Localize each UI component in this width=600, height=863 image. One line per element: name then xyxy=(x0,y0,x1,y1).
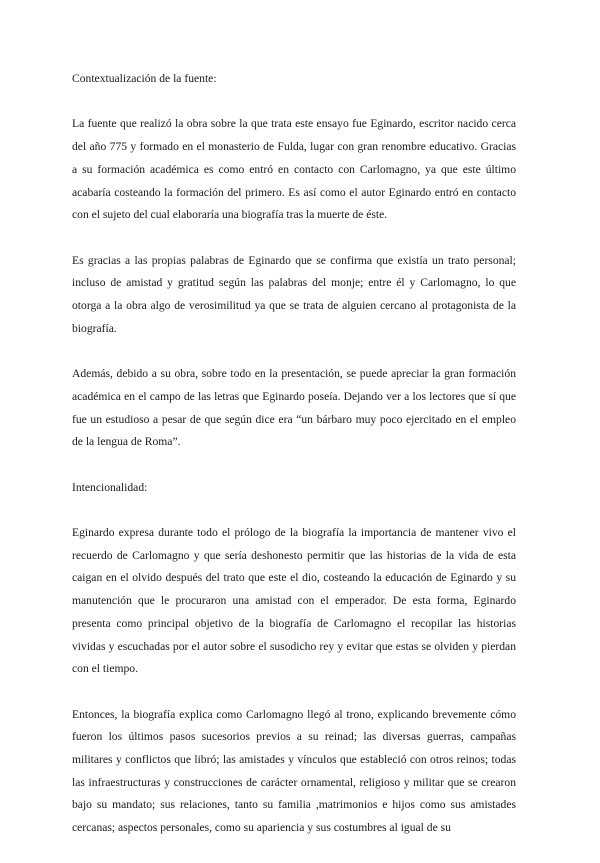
paragraph: La fuente que realizó la obra sobre la que trata este ensayo fue Eginardo, escritor nacido cerca del año 775 y formado en el monasterio de Fulda, lugar con gran renombre educativo. Gracias a su formación académica es como entró en contacto con Carlomagno, ya que este último acabaría costeando la formación del primero. Es así como el autor Eginardo entró en contacto con el sujeto del cual elaboraría una biografía tras la muerte de éste. xyxy=(72,117,516,222)
paragraph: Entonces, la biografía explica como Carlomagno llegó al trono, explicando brevemente cómo fueron los últimos pasos sucesorios previos a su reinad; las diversas guerras, campañas militares y conflictos que libró; las amistades y vínculos que estableció con otros reinos; todas las infraestructuras y construcciones de carácter ornamental, religioso y militar que se crearon bajo su mandato; sus relaciones, tanto su familia ,matrimonios e hijos como sus amistades cercanas; aspectos personales, como su apariencia y sus costumbres al igual de su xyxy=(72,707,516,835)
section-heading-context: Contextualización de la fuente: xyxy=(72,72,217,85)
paragraph: Eginardo expresa durante todo el prólogo de la biografía la importancia de mantener vivo el recuerdo de Carlomagno y que sería deshonesto permitir que las historias de la vida de esta caigan en el olvido después del trato que este el dio, costeando la educación de Eginardo y su manutención que le procuraron una amistad con el emperador. De esta forma, Eginardo presenta como principal objetivo de la biografía de Carlomagno el recopilar las historias vividas y escuchadas por el autor sobre el susodicho rey y evitar que estas se olviden y pierdan con el tiempo. xyxy=(72,525,516,676)
document-page xyxy=(72,68,516,863)
paragraph: Es gracias a las propias palabras de Eginardo que se confirma que existía un trato personal; incluso de amistad y gratitud según las palabras del monje; entre él y Carlomagno, lo que otorga a la obra algo de verosimilitud ya que se trata de alguien cercano al protagonista de la biografía. xyxy=(72,253,516,335)
paragraph: Además, debido a su obra, sobre todo en la presentación, se puede apreciar la gran formación académica en el campo de las letras que Eginardo poseía. Dejando ver a los lectores que sí que fue un estudioso a pesar de que según dice era “un bárbaro muy poco ejercitado en el empleo de la lengua de Roma”. xyxy=(72,367,516,449)
section-heading-intent: Intencionalidad: xyxy=(72,480,148,494)
